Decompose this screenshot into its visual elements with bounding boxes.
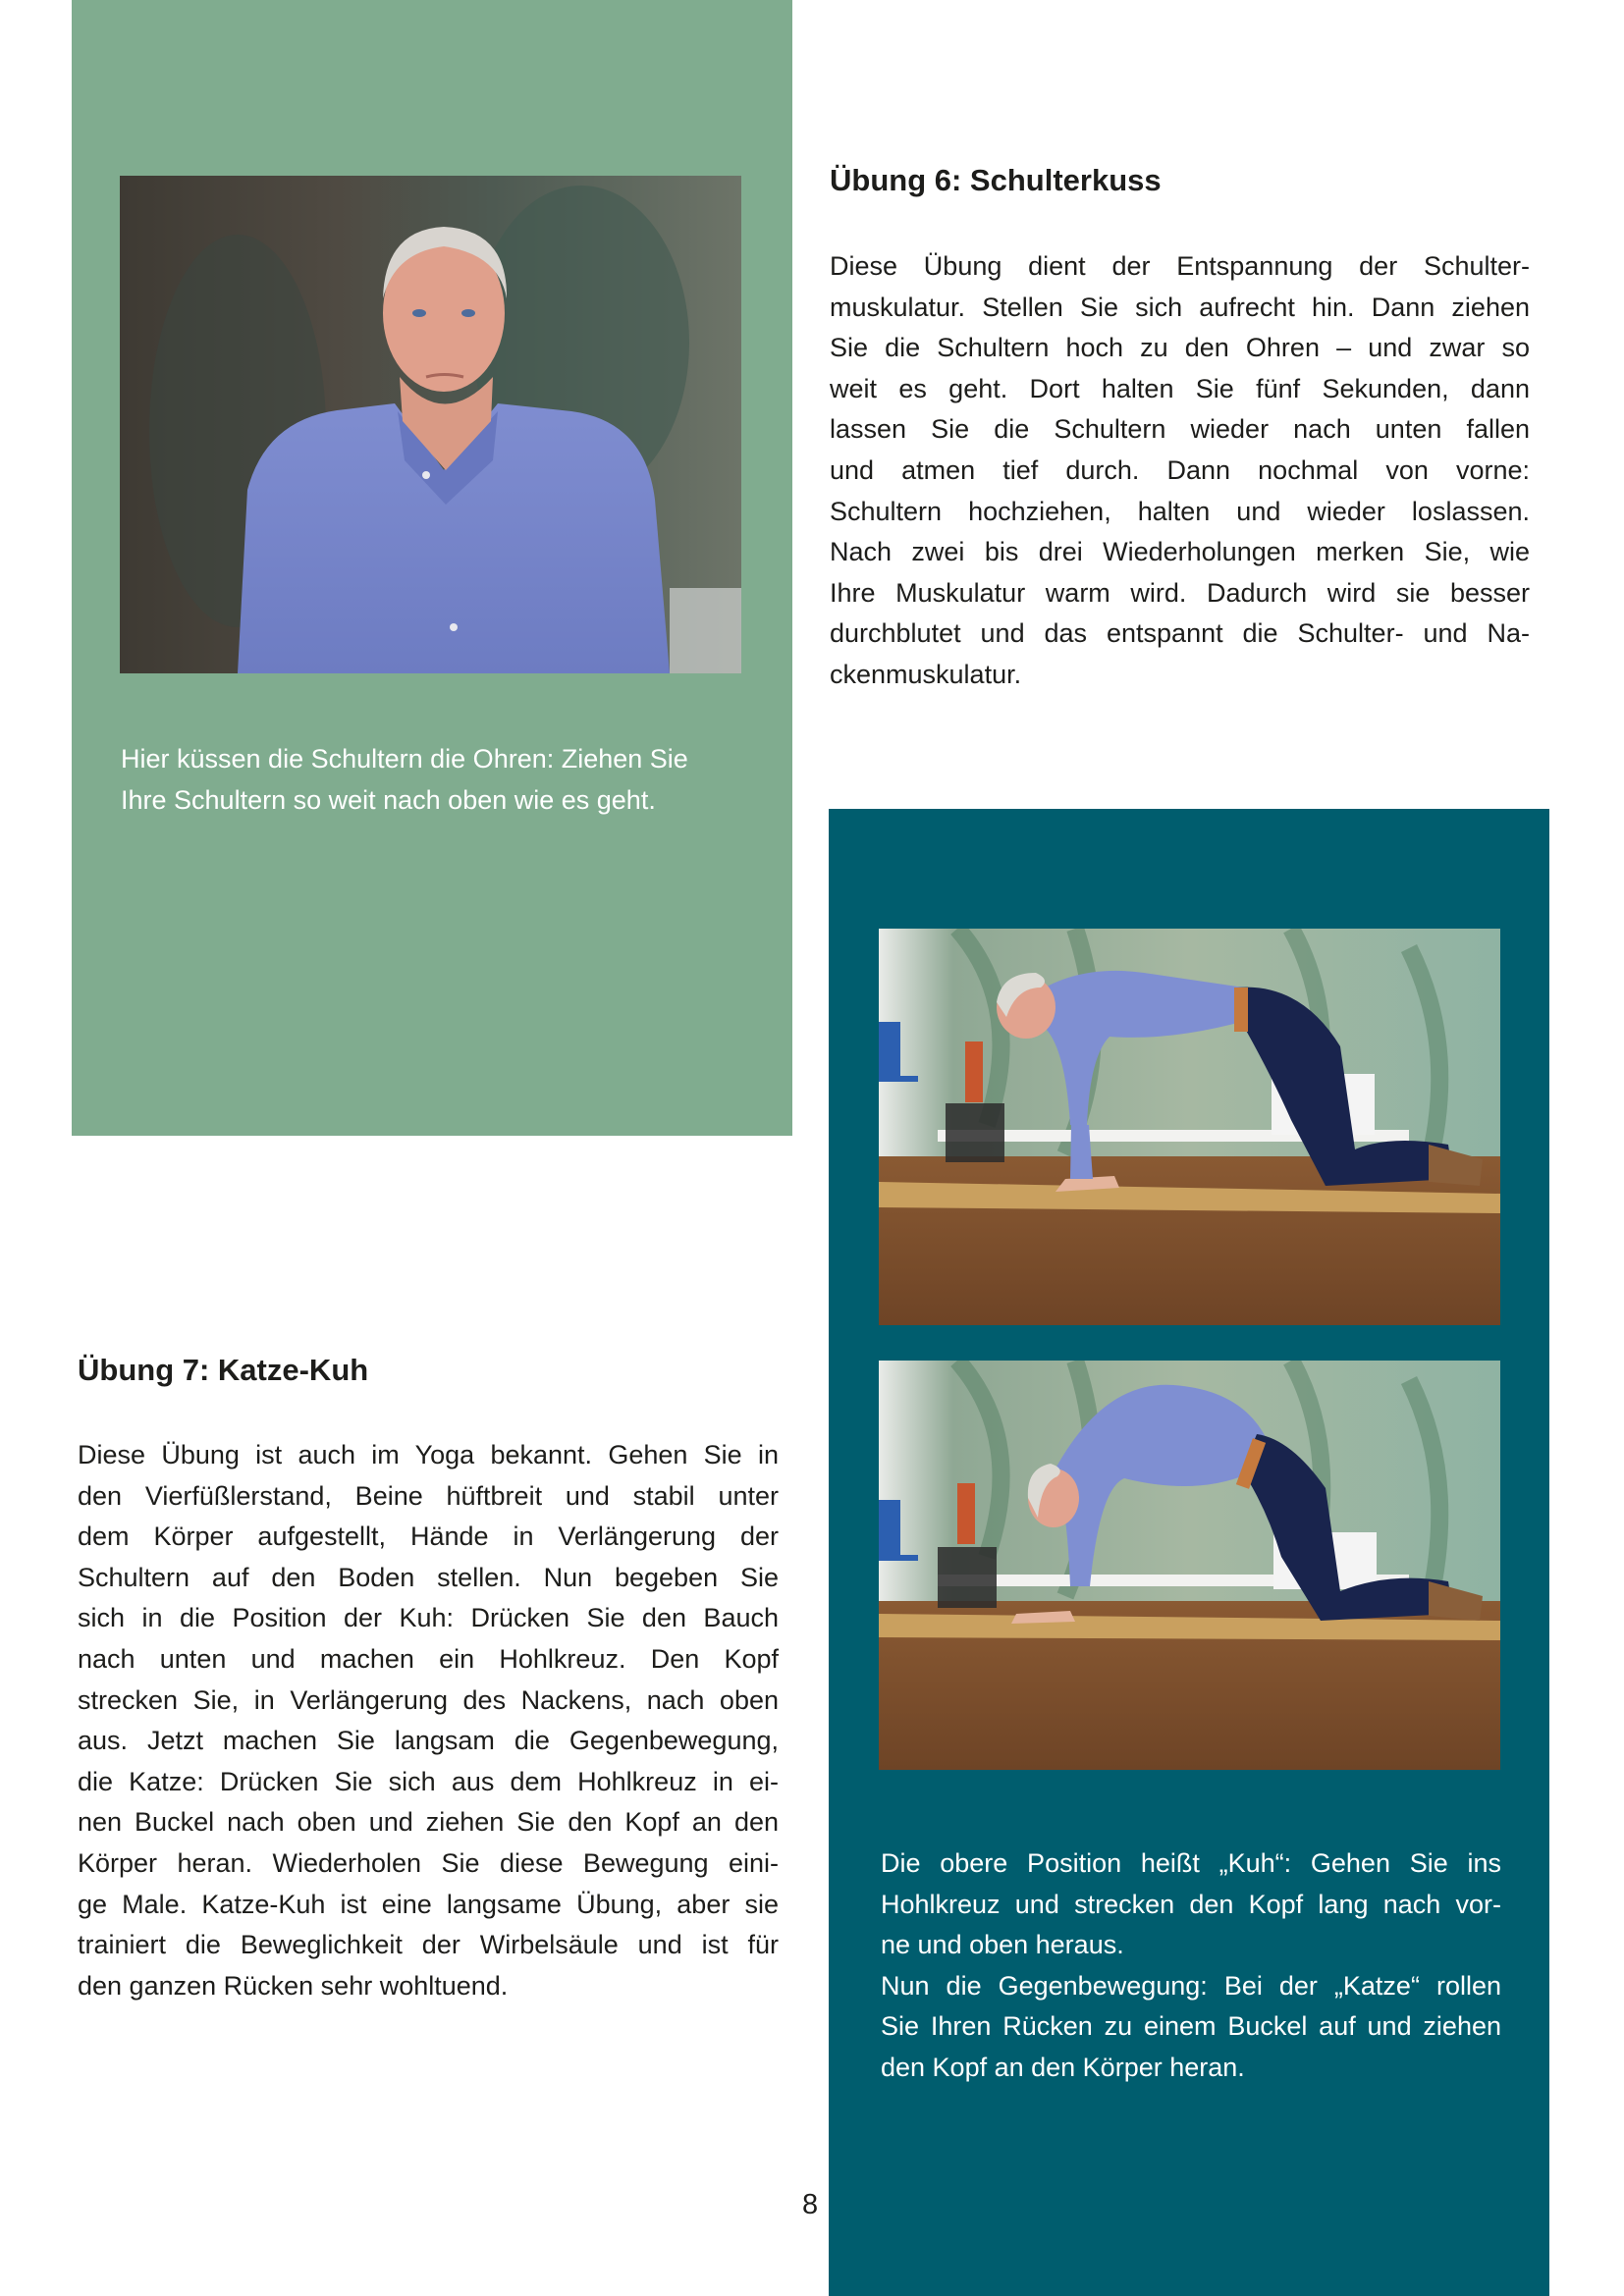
body-line: Diese Übung ist auch im Yoga bekannt. Gehen Sie in: [78, 1440, 779, 1469]
caption-line: ne und oben heraus.: [881, 1930, 1124, 1959]
body-line: Körper heran. Wiederholen Sie diese Bewegung eini-: [78, 1847, 779, 1878]
body-line: Schultern auf den Boden stellen. Nun begeben Sie: [78, 1562, 779, 1592]
body-line: trainiert die Beweglichkeit der Wirbelsäule und ist für: [78, 1930, 779, 1960]
body-line: und atmen tief durch. Dann nochmal von vorne:: [830, 454, 1530, 485]
body-line: weit es geht. Dort halten Sie fünf Sekunden, dann: [830, 373, 1530, 403]
caption-line: Hohlkreuz und strecken den Kopf lang nach vor-: [881, 1889, 1501, 1919]
body-line: sich in die Position der Kuh: Drücken Sie den Bauch: [78, 1603, 779, 1633]
body-line: den ganzen Rücken sehr wohltuend.: [78, 1970, 509, 2001]
body-line: aus. Jetzt machen Sie langsam die Gegenbewegung,: [78, 1726, 779, 1756]
exercise7-title: Übung 7: Katze-Kuh: [78, 1353, 369, 1387]
body-line: ckenmuskulatur.: [830, 659, 1022, 689]
exercise6-body: [830, 246, 1530, 696]
body-line: Sie die Schultern hoch zu den Ohren – und zwar so: [830, 333, 1530, 363]
body-line: Schultern hochziehen, halten und wieder loslassen.: [830, 496, 1530, 526]
body-line: dem Körper aufgestellt, Hände in Verlängerung der: [78, 1522, 779, 1552]
body-line: Diese Übung dient der Entspannung der Schulter-: [830, 251, 1530, 281]
exercise6-photo-caption: [121, 739, 749, 821]
caption-line: Die obere Position heißt „Kuh“: Gehen Sie ins: [881, 1848, 1501, 1878]
caption-line: Nun die Gegenbewegung: Bei der „Katze“ rollen: [881, 1970, 1501, 2001]
body-line: die Katze: Drücken Sie sich aus dem Hohlkreuz in ei-: [78, 1766, 779, 1796]
cow-pose-photo: [879, 929, 1500, 1325]
page-number: 8: [802, 2189, 819, 2220]
body-line: strecken Sie, in Verlängerung des Nackens, nach oben: [78, 1684, 779, 1715]
body-line: den Vierfüßlerstand, Beine hüftbreit und stabil unter: [78, 1480, 779, 1511]
body-line: muskulatur. Stellen Sie sich aufrecht hin. Dann ziehen: [830, 292, 1530, 322]
exercise7-photo-caption: [881, 1843, 1501, 2088]
caption-line: Sie Ihren Rücken zu einem Buckel auf und ziehen: [881, 2011, 1501, 2041]
body-line: ge Male. Katze-Kuh ist eine langsame Übung, aber sie: [78, 1889, 779, 1919]
caption-line: Hier küssen die Schultern die Ohren: Ziehen Sie: [121, 744, 688, 774]
body-line: durchblutet und das entspannt die Schulter- und Na-: [830, 618, 1530, 649]
body-line: nach unten und machen ein Hohlkreuz. Den Kopf: [78, 1643, 779, 1674]
exercise6-title: Übung 6: Schulterkuss: [830, 163, 1162, 197]
cat-pose-photo: [879, 1361, 1500, 1770]
body-line: lassen Sie die Schultern wieder nach unten fallen: [830, 414, 1530, 445]
body-line: Nach zwei bis drei Wiederholungen merken Sie, wie: [830, 537, 1530, 567]
caption-line: den Kopf an den Körper heran.: [881, 2052, 1245, 2082]
exercise7-body: [78, 1435, 779, 2006]
body-line: Ihre Muskulatur warm wird. Dadurch wird sie besser: [830, 577, 1530, 608]
caption-line: Ihre Schultern so weit nach oben wie es geht.: [121, 784, 656, 815]
man-shoulders-raised-photo: [120, 176, 741, 673]
body-line: nen Buckel nach oben und ziehen Sie den Kopf an den: [78, 1807, 779, 1838]
